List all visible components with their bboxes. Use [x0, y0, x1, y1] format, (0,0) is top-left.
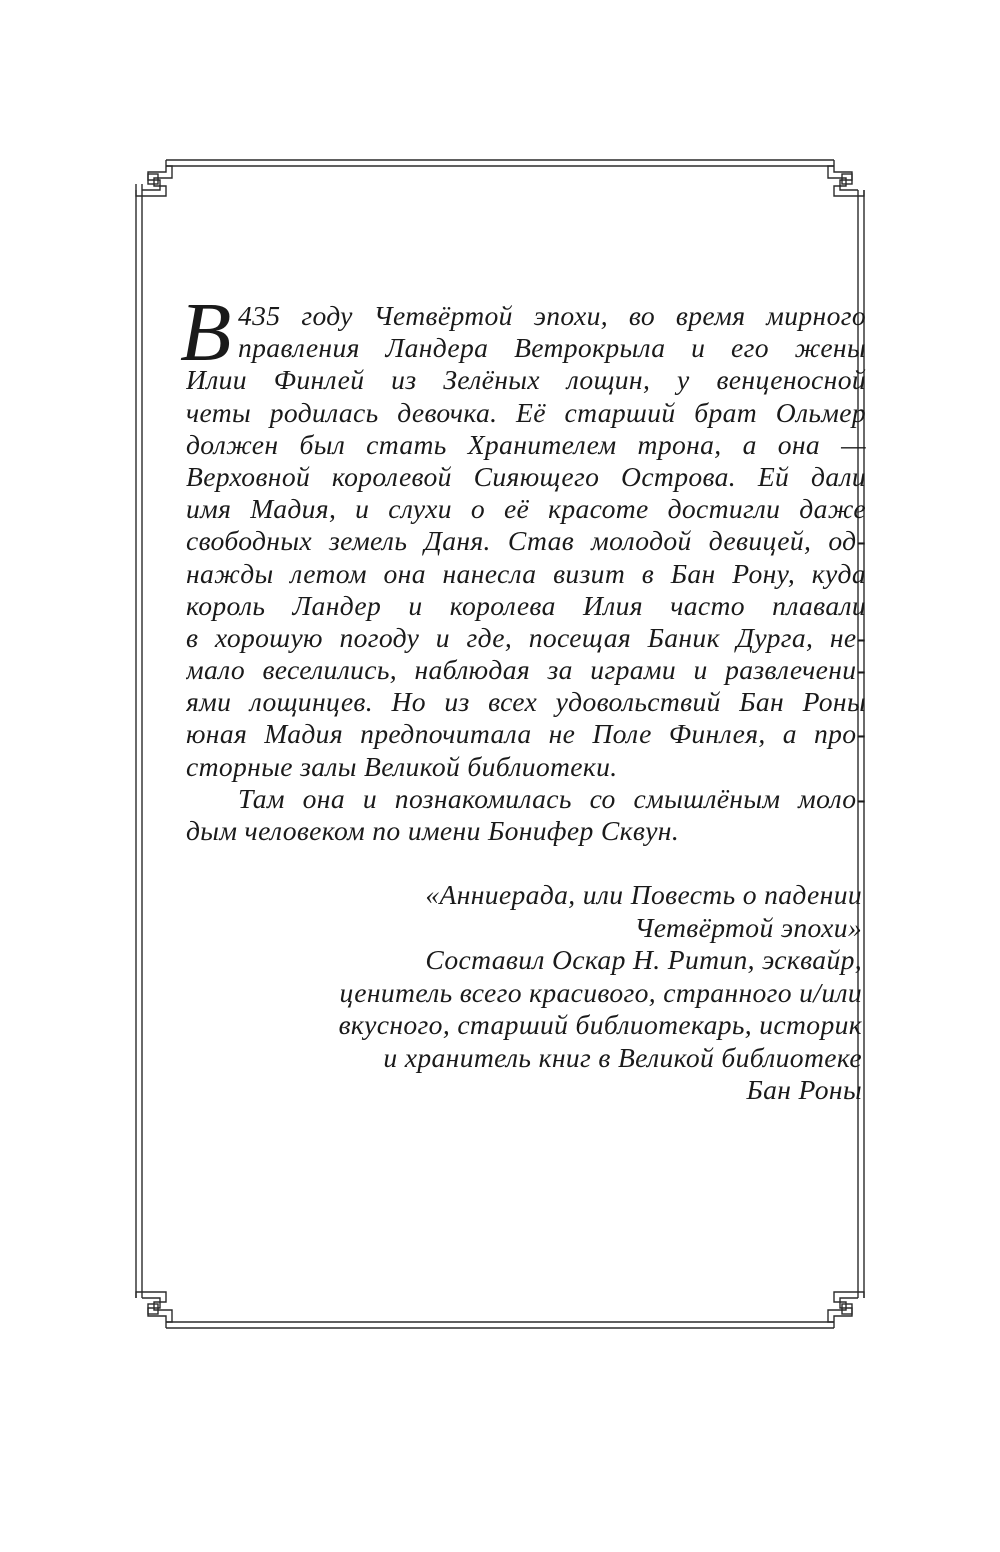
text-line: в хорошую погоду и где, посещая Баник Дурга, не-: [186, 621, 866, 653]
text-line: дым человеком по имени Бонифер Сквун.: [186, 815, 680, 846]
text-line: Там она и познакомилась со смышлёным моло-: [238, 782, 866, 814]
source-line: Составил Оскар Н. Ритип, эсквайр,: [425, 944, 862, 975]
source-line: и хранитель книг в Великой библиотеке: [383, 1041, 862, 1073]
paragraph-1: [180, 286, 866, 783]
text-line: юная Мадия предпочитала не Поле Финлея, а про-: [186, 718, 866, 750]
text-line: 435 году Четвёртой эпохи, во время мирного: [238, 300, 866, 331]
text-line: сторные залы Великой библиотеки.: [186, 750, 618, 782]
source-line: «Анниерада, или Повесть о падении: [425, 879, 862, 910]
text-line: правления Ландера Ветрокрыла и его жены: [238, 332, 866, 364]
text-line: Илии Финлей из Зелёных лощин, у венценосной: [186, 364, 866, 396]
text-line: мало веселились, наблюдая за играми и развлечени-: [186, 654, 866, 686]
text-line: свободных земель Даня. Став молодой девицей, од-: [186, 525, 866, 557]
text-line: король Ландер и королева Илия часто плавали: [186, 589, 866, 621]
text-line: ями лощинцев. Но из всех удовольствий Бан Роны: [186, 686, 866, 718]
source-attribution: [186, 879, 862, 1107]
paragraph-2: [186, 783, 866, 847]
source-line: Четвёртой эпохи»: [634, 911, 862, 943]
text-line: четы родилась девочка. Её старший брат Ольмер: [186, 396, 866, 428]
source-line: вкусного, старший библиотекарь, историк: [338, 1009, 862, 1040]
epigraph-text: [180, 286, 866, 847]
source-line: Бан Роны: [746, 1074, 862, 1105]
drop-cap: В: [180, 286, 232, 379]
source-line: ценитель всего красивого, странного и/или: [339, 976, 862, 1008]
text-line: Верховной королевой Сияющего Острова. Ей дали: [186, 460, 866, 492]
text-line: имя Мадия, и слухи о её красоте достигли даже: [186, 493, 866, 525]
text-line: нажды летом она нанесла визит в Бан Рону, куда: [186, 557, 866, 589]
text-line: должен был стать Хранителем трона, а она —: [186, 428, 866, 460]
